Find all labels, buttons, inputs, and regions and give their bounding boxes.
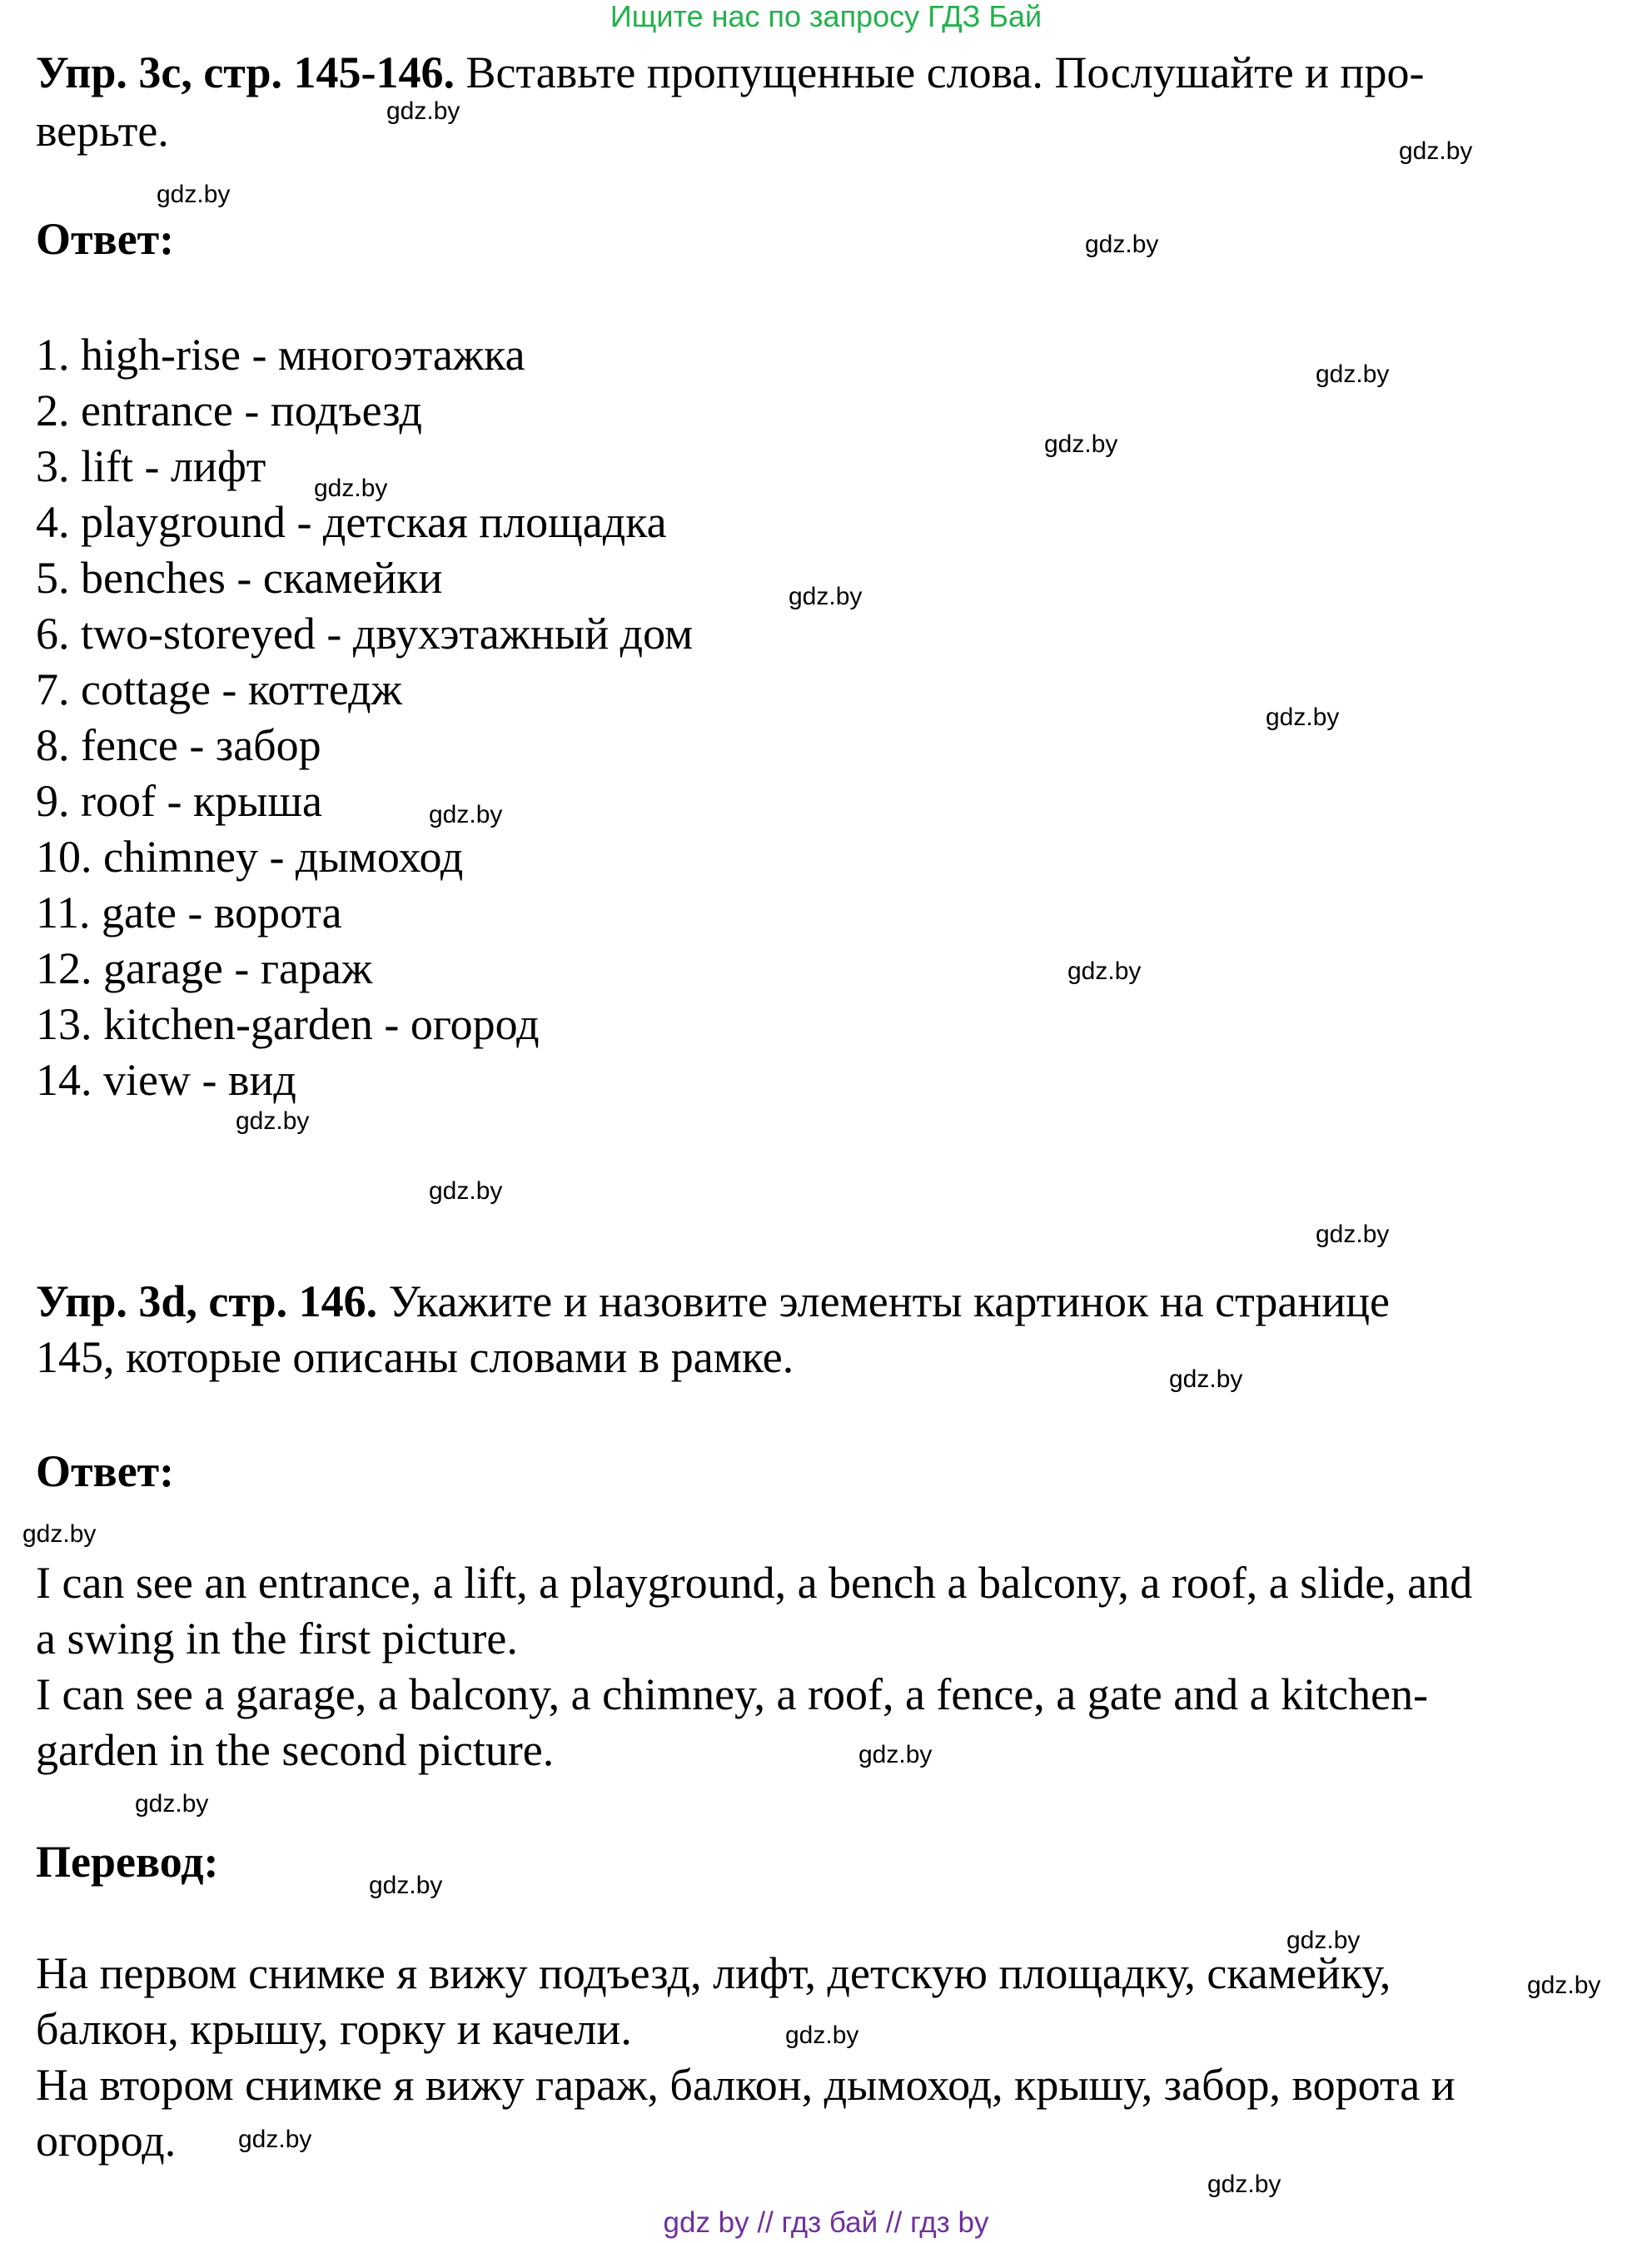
watermark: gdz.by	[238, 2126, 312, 2153]
watermark: gdz.by	[1316, 1221, 1390, 1248]
exercise-3d-instruction	[36, 1274, 1390, 1330]
watermark: gdz.by	[429, 1177, 503, 1205]
exercise-3c-text-line2: верьте.	[36, 106, 169, 156]
watermark: gdz.by	[1067, 957, 1142, 985]
word-list-item: 14. view - вид	[36, 1055, 296, 1105]
word-list-item: 9. roof - крыша	[36, 776, 323, 826]
watermark: gdz.by	[785, 2022, 859, 2049]
word-list-item: 10. chimney - дымоход	[36, 832, 464, 882]
word-list-item: 6. two-storeyed - двухэтажный дом	[36, 609, 694, 659]
watermark: gdz.by	[1286, 1927, 1361, 1954]
watermark: gdz.by	[429, 801, 503, 828]
exercise-3c-text-line1: Вставьте пропущенные слова. Послушайте и про-	[454, 47, 1425, 97]
word-list-item: 2. entrance - подъезд	[36, 385, 423, 435]
watermark: gdz.by	[236, 1107, 310, 1135]
word-list-item: 3. lift - лифт	[36, 441, 266, 491]
watermark: gdz.by	[314, 475, 388, 502]
translation-line: На первом снимке я вижу подъезд, лифт, детскую площадку, скамейку,	[36, 1948, 1391, 1998]
translation-heading: Перевод:	[36, 1837, 219, 1887]
exercise-3c-answer-heading: Ответ:	[36, 214, 175, 264]
word-list-item: 8. fence - забор	[36, 720, 321, 770]
answer-line: I can see an entrance, a lift, a playground, a bench a balcony, a roof, a slide, and	[36, 1558, 1473, 1608]
footer-links: gdz by // гдз бай // гдз by	[663, 2206, 989, 2239]
word-list-item: 5. benches - скамейки	[36, 553, 443, 603]
watermark: gdz.by	[386, 97, 460, 125]
exercise-3d-text-line1: Укажите и назовите элементы картинок на странице	[377, 1276, 1391, 1326]
watermark: gdz.by	[1085, 231, 1159, 258]
answer-line: I can see a garage, a balcony, a chimney, a roof, a fence, a gate and a kitchen-	[36, 1669, 1429, 1719]
watermark: gdz.by	[789, 583, 863, 610]
translation-line: огород.	[36, 2116, 177, 2166]
exercise-3d-answer-heading: Ответ:	[36, 1446, 175, 1496]
word-list-item: 4. playground - детская площадка	[36, 497, 667, 547]
exercise-3c-instruction	[36, 45, 1424, 101]
translation-line: балкон, крышу, горку и качели.	[36, 2004, 632, 2054]
exercise-3d-label: Упр. 3d, стр. 146.	[36, 1276, 378, 1326]
watermark: gdz.by	[135, 1790, 209, 1818]
word-list-item: 7. cottage - коттедж	[36, 664, 402, 714]
word-list-item: 12. garage - гараж	[36, 943, 373, 993]
top-banner: Ищите нас по запросу ГДЗ Бай	[610, 0, 1042, 33]
word-list-item: 11. gate - ворота	[36, 888, 342, 937]
answer-line: garden in the second picture.	[36, 1725, 555, 1775]
watermark: gdz.by	[1266, 704, 1340, 731]
watermark: gdz.by	[1316, 361, 1390, 388]
watermark: gdz.by	[1044, 430, 1118, 458]
word-list-item: 13. kitchen-garden - огород	[36, 999, 540, 1049]
exercise-3d-text-line2: 145, которые описаны словами в рамке.	[36, 1332, 794, 1382]
watermark: gdz.by	[1399, 137, 1473, 165]
translation-line: На втором снимке я вижу гараж, балкон, дымоход, крышу, забор, ворота и	[36, 2060, 1455, 2110]
watermark: gdz.by	[369, 1872, 443, 1899]
watermark: gdz.by	[1169, 1365, 1243, 1393]
watermark: gdz.by	[858, 1741, 933, 1768]
watermark: gdz.by	[1527, 1972, 1601, 1999]
word-list-item: 1. high-rise - многоэтажка	[36, 330, 525, 380]
exercise-3c-label: Упр. 3c, стр. 145-146.	[36, 47, 455, 97]
watermark: gdz.by	[22, 1520, 97, 1548]
watermark: gdz.by	[1207, 2171, 1281, 2198]
answer-line: a swing in the first picture.	[36, 1614, 518, 1664]
watermark: gdz.by	[157, 181, 231, 208]
